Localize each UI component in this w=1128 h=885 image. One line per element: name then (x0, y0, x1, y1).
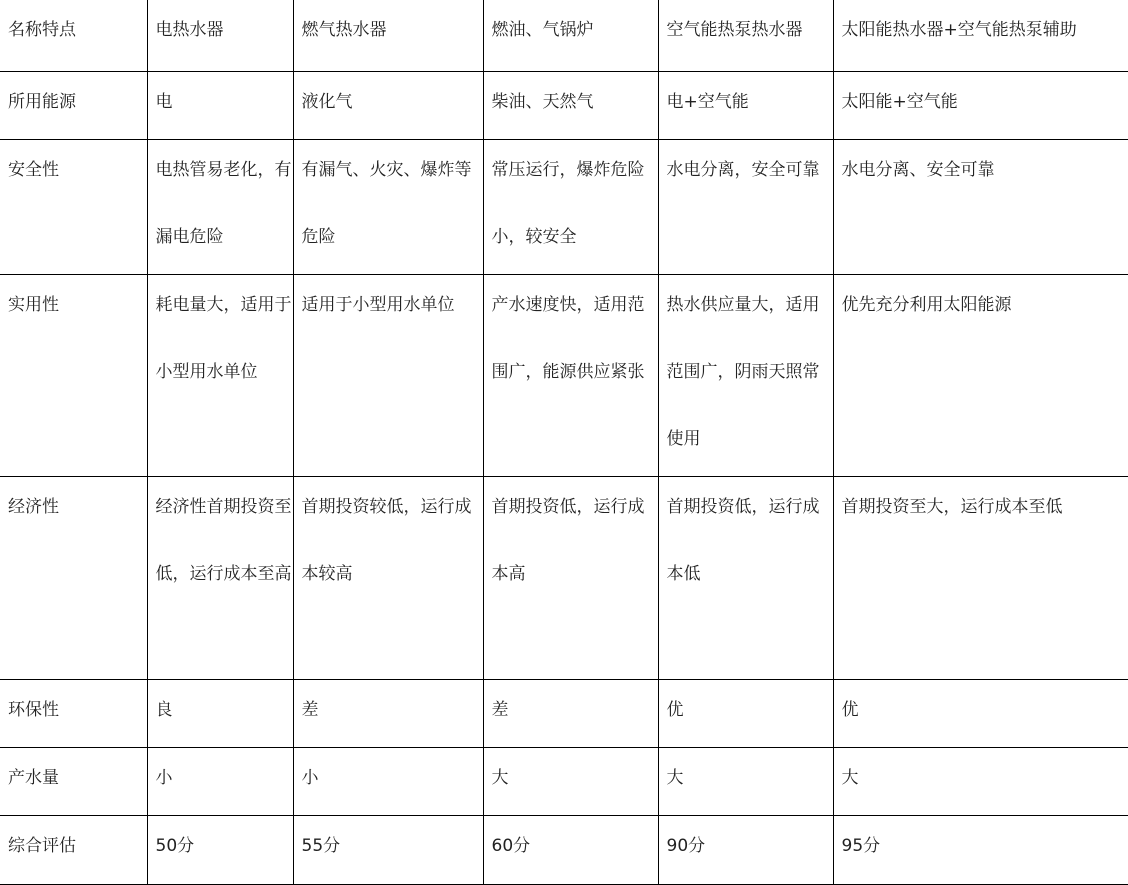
table-row (0, 140, 1128, 275)
row-label: 产水量 (0, 748, 147, 816)
table-cell: 首期投资低，运行成本高 (483, 477, 658, 680)
table-row (0, 816, 1128, 885)
table-cell: 水电分离、安全可靠 (833, 140, 1128, 275)
table-cell: 首期投资低，运行成本低 (658, 477, 833, 680)
row-label: 安全性 (0, 140, 147, 275)
table-cell: 电热管易老化，有漏电危险 (147, 140, 293, 275)
table-cell: 小 (293, 748, 483, 816)
table-cell: 电+空气能 (658, 72, 833, 140)
table-cell: 液化气 (293, 72, 483, 140)
table-cell: 大 (833, 748, 1128, 816)
table-cell: 优 (658, 680, 833, 748)
table-row (0, 275, 1128, 477)
table-cell: 60分 (483, 816, 658, 885)
header-cell: 空气能热泵热水器 (658, 0, 833, 72)
table-header-row (0, 0, 1128, 72)
row-label: 综合评估 (0, 816, 147, 885)
header-cell: 燃油、气锅炉 (483, 0, 658, 72)
table-cell: 耗电量大，适用于小型用水单位 (147, 275, 293, 477)
table-cell: 大 (658, 748, 833, 816)
table-row (0, 477, 1128, 680)
table-cell: 50分 (147, 816, 293, 885)
table-cell: 大 (483, 748, 658, 816)
row-label: 实用性 (0, 275, 147, 477)
header-cell: 太阳能热水器+空气能热泵辅助 (833, 0, 1128, 72)
header-cell: 燃气热水器 (293, 0, 483, 72)
table-cell: 太阳能+空气能 (833, 72, 1128, 140)
table-cell: 差 (293, 680, 483, 748)
table-cell: 优 (833, 680, 1128, 748)
row-label: 环保性 (0, 680, 147, 748)
table-cell: 95分 (833, 816, 1128, 885)
header-cell: 名称特点 (0, 0, 147, 72)
table-cell: 90分 (658, 816, 833, 885)
table-cell: 常压运行，爆炸危险小，较安全 (483, 140, 658, 275)
table-cell: 柴油、天然气 (483, 72, 658, 140)
table-row (0, 680, 1128, 748)
table-cell: 差 (483, 680, 658, 748)
table-cell: 热水供应量大，适用范围广，阴雨天照常使用 (658, 275, 833, 477)
table-cell: 有漏气、火灾、爆炸等危险 (293, 140, 483, 275)
table-cell: 首期投资较低，运行成本较高 (293, 477, 483, 680)
table-row (0, 72, 1128, 140)
table-cell: 水电分离，安全可靠 (658, 140, 833, 275)
table-cell: 首期投资至大，运行成本至低 (833, 477, 1128, 680)
table-row (0, 748, 1128, 816)
header-cell: 电热水器 (147, 0, 293, 72)
table-cell: 良 (147, 680, 293, 748)
table-cell: 优先充分利用太阳能源 (833, 275, 1128, 477)
row-label: 所用能源 (0, 72, 147, 140)
table-cell: 经济性首期投资至低，运行成本至高 (147, 477, 293, 680)
table-cell: 适用于小型用水单位 (293, 275, 483, 477)
table-cell: 55分 (293, 816, 483, 885)
table-cell: 电 (147, 72, 293, 140)
table-cell: 产水速度快，适用范围广，能源供应紧张 (483, 275, 658, 477)
table-cell: 小 (147, 748, 293, 816)
row-label: 经济性 (0, 477, 147, 680)
